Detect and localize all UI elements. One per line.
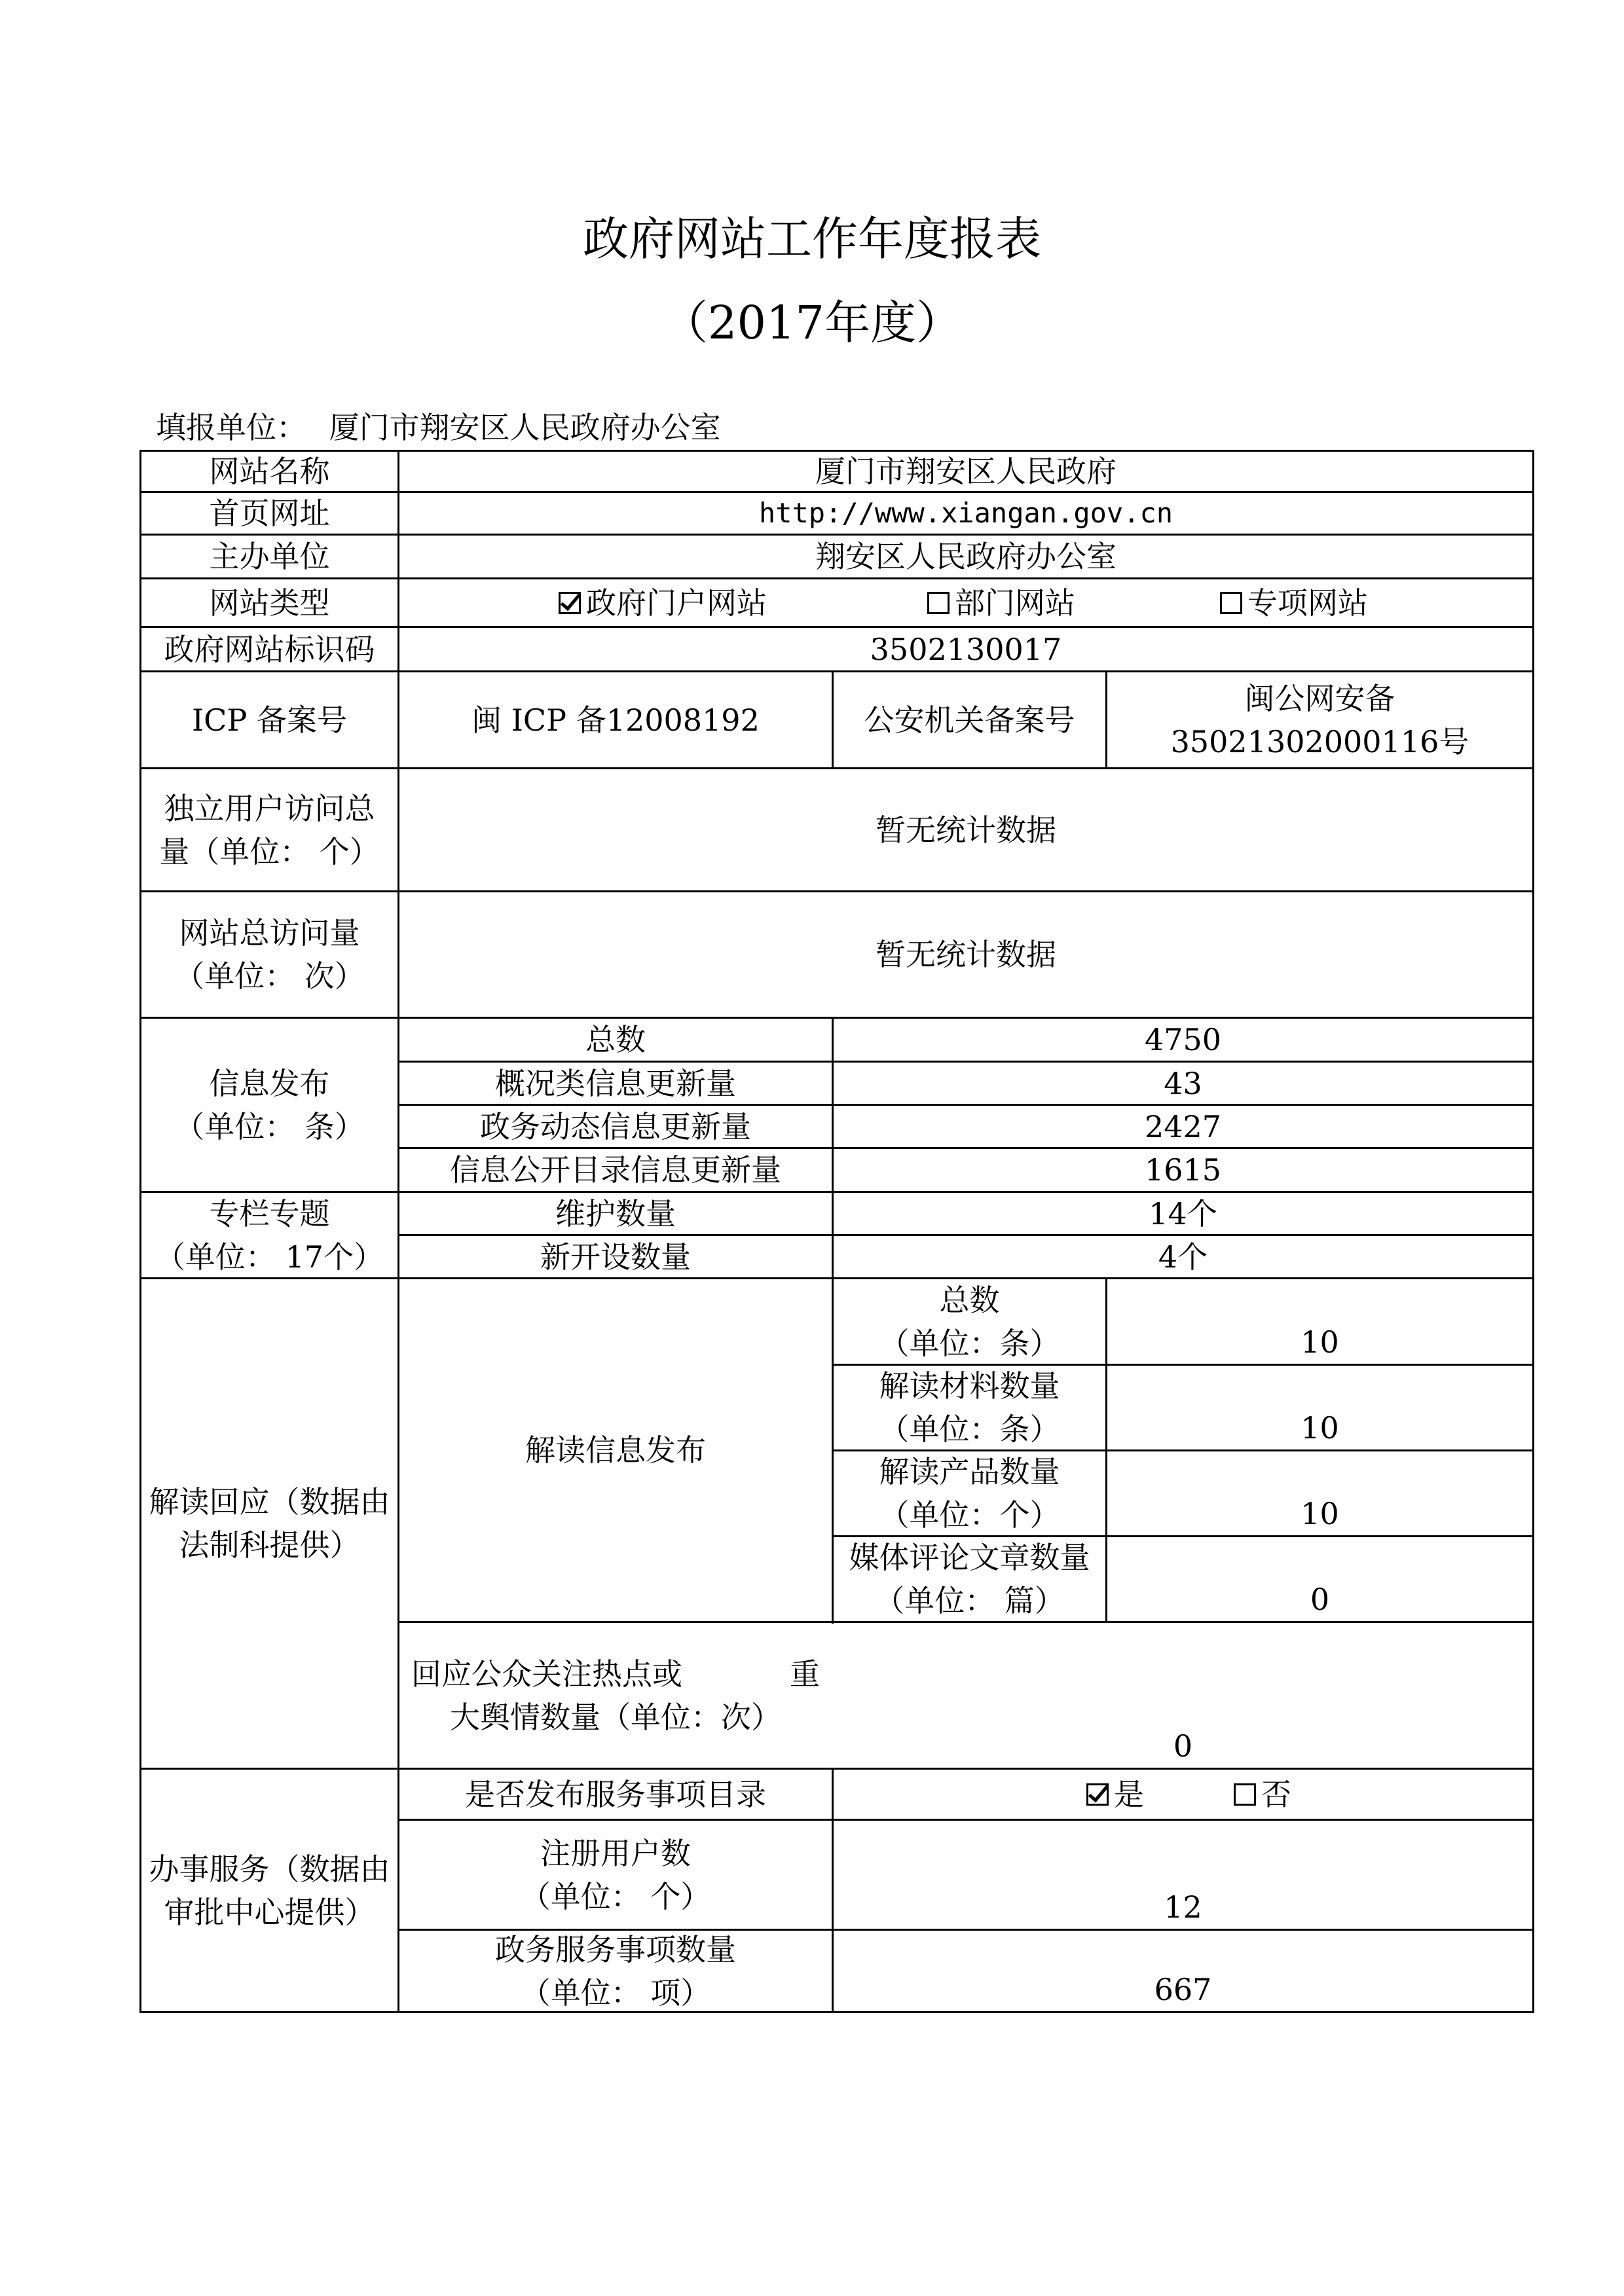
site-code-value: 3502130017 — [870, 631, 1062, 667]
interp-product-label-line1: 解读产品数量 — [879, 1454, 1060, 1489]
site-type-label: 网站类型 — [209, 585, 330, 621]
police-record-label: 公安机关备案号 — [864, 702, 1075, 738]
interpretation-label-line2: 法制科提供） — [179, 1527, 360, 1563]
sponsor-value: 翔安区人民政府办公室 — [815, 539, 1116, 574]
service-catalog-yes-label: 是 — [1114, 1776, 1144, 1812]
info-news-value: 2427 — [1144, 1108, 1222, 1144]
sponsor-label: 主办单位 — [209, 539, 330, 574]
site-type-option-special[interactable] — [1220, 581, 1368, 625]
service-catalog-label: 是否发布服务事项目录 — [465, 1776, 766, 1812]
registered-users-label-line2: （单位： 个） — [520, 1878, 711, 1914]
interp-product-value: 10 — [1301, 1496, 1339, 1531]
interp-material-label-line2: （单位：条） — [879, 1412, 1060, 1447]
reporting-unit — [156, 406, 721, 449]
checked-box-icon — [559, 592, 581, 614]
services-label-line1: 办事服务（数据由 — [149, 1851, 390, 1887]
checked-box-icon — [1086, 1783, 1109, 1806]
site-name-label: 网站名称 — [209, 454, 330, 489]
response-label-line1b: 重 — [790, 1656, 820, 1692]
site-type-option-department[interactable] — [927, 581, 1075, 625]
interp-media-label — [834, 1537, 1105, 1621]
service-items-label-line2: （单位： 项） — [520, 1975, 711, 2011]
homepage-label: 首页网址 — [209, 496, 330, 531]
columns-label-line1: 专栏专题 — [209, 1195, 330, 1231]
unique-visitors-label-line2: 量（单位： 个） — [159, 833, 380, 869]
interp-media-value: 0 — [1310, 1582, 1330, 1617]
homepage-link[interactable]: http://www.xiangan.gov.cn — [758, 497, 1173, 529]
interp-material-label-line1: 解读材料数量 — [879, 1368, 1060, 1404]
site-type-option-label: 部门网站 — [955, 585, 1075, 621]
site-type-option-label: 政府门户网站 — [586, 585, 767, 621]
services-label-line2: 审批中心提供） — [164, 1894, 375, 1930]
registered-users-label — [399, 1821, 832, 1929]
unique-visitors-label-line1: 独立用户访问总 — [164, 790, 375, 826]
info-overview-value: 43 — [1164, 1065, 1202, 1101]
interp-total-label-line1: 总数 — [939, 1282, 1000, 1318]
icp-label: ICP 备案号 — [192, 702, 347, 738]
site-code-label: 政府网站标识码 — [164, 631, 375, 667]
site-type-option-portal[interactable] — [559, 581, 767, 625]
interpretation-label-line1: 解读回应（数据由 — [149, 1484, 390, 1520]
columns-label-line2: （单位： 17个） — [155, 1239, 384, 1275]
columns-new-label: 新开设数量 — [540, 1239, 691, 1275]
unique-visitors-label — [141, 769, 397, 890]
service-catalog-options — [834, 1770, 1532, 1819]
site-name-value: 厦门市翔安区人民政府 — [815, 454, 1116, 489]
response-value: 0 — [1173, 1728, 1193, 1764]
police-record-value-line2: 35021302000116号 — [1170, 723, 1469, 759]
info-total-label: 总数 — [585, 1022, 646, 1057]
info-catalog-label: 信息公开目录信息更新量 — [450, 1152, 781, 1188]
interp-total-value: 10 — [1301, 1324, 1339, 1360]
total-visits-label — [141, 892, 397, 1017]
registered-users-label-line1: 注册用户数 — [540, 1835, 691, 1871]
total-visits-label-line1: 网站总访问量 — [179, 915, 360, 951]
unique-visitors-value: 暂无统计数据 — [876, 812, 1056, 848]
info-publish-label — [141, 1019, 397, 1191]
services-label — [141, 1770, 397, 2011]
columns-label — [141, 1193, 397, 1277]
service-catalog-no[interactable] — [1234, 1773, 1291, 1816]
service-catalog-yes[interactable] — [1086, 1773, 1144, 1816]
site-type-options — [399, 579, 1532, 626]
info-publish-label-line2: （单位： 条） — [174, 1108, 365, 1144]
interp-total-label — [834, 1279, 1105, 1364]
police-record-value — [1107, 672, 1532, 767]
reporting-unit-label: 填报单位： — [156, 410, 306, 445]
total-visits-label-line2: （单位： 次） — [174, 958, 365, 994]
columns-maintained-label: 维护数量 — [555, 1195, 676, 1231]
unchecked-box-icon — [1234, 1783, 1256, 1806]
service-items-value: 667 — [1154, 1972, 1212, 2007]
interp-media-label-line1: 媒体评论文章数量 — [849, 1540, 1090, 1575]
service-items-label — [399, 1931, 832, 2011]
service-catalog-no-label: 否 — [1261, 1776, 1291, 1812]
service-items-label-line1: 政务服务事项数量 — [495, 1931, 736, 1967]
columns-maintained-value: 14个 — [1149, 1195, 1217, 1231]
response-label-line2: 大舆情数量（单位：次） — [450, 1699, 781, 1735]
info-total-value: 4750 — [1144, 1022, 1222, 1057]
interp-product-label — [834, 1451, 1105, 1535]
interpretation-publish-label: 解读信息发布 — [525, 1432, 706, 1468]
interp-product-label-line2: （单位：个） — [879, 1497, 1060, 1533]
unchecked-box-icon — [1220, 592, 1242, 614]
interp-media-label-line2: （单位： 篇） — [874, 1583, 1065, 1618]
interp-material-label — [834, 1366, 1105, 1449]
info-overview-label: 概况类信息更新量 — [495, 1065, 736, 1101]
response-label-line1 — [411, 1652, 820, 1696]
registered-users-value: 12 — [1164, 1889, 1202, 1925]
page-subtitle: （2017年度） — [661, 296, 963, 350]
site-type-option-label: 专项网站 — [1247, 585, 1368, 621]
info-catalog-value: 1615 — [1144, 1152, 1222, 1188]
info-news-label: 政务动态信息更新量 — [480, 1108, 751, 1144]
response-label — [399, 1623, 832, 1768]
unchecked-box-icon — [927, 592, 950, 614]
interp-material-value: 10 — [1301, 1410, 1339, 1446]
interpretation-label — [141, 1279, 397, 1768]
total-visits-value: 暂无统计数据 — [876, 937, 1056, 972]
interp-total-label-line2: （单位：条） — [879, 1325, 1060, 1361]
reporting-unit-value: 厦门市翔安区人民政府办公室 — [329, 410, 721, 445]
columns-new-value: 4个 — [1158, 1239, 1208, 1275]
icp-value: 闽 ICP 备12008192 — [471, 702, 760, 738]
info-publish-label-line1: 信息发布 — [209, 1065, 330, 1101]
page-title: 政府网站工作年度报表 — [583, 212, 1041, 266]
response-label-line1a: 回应公众关注热点或 — [411, 1656, 682, 1692]
police-record-value-line1: 闽公网安备 — [1244, 680, 1395, 716]
